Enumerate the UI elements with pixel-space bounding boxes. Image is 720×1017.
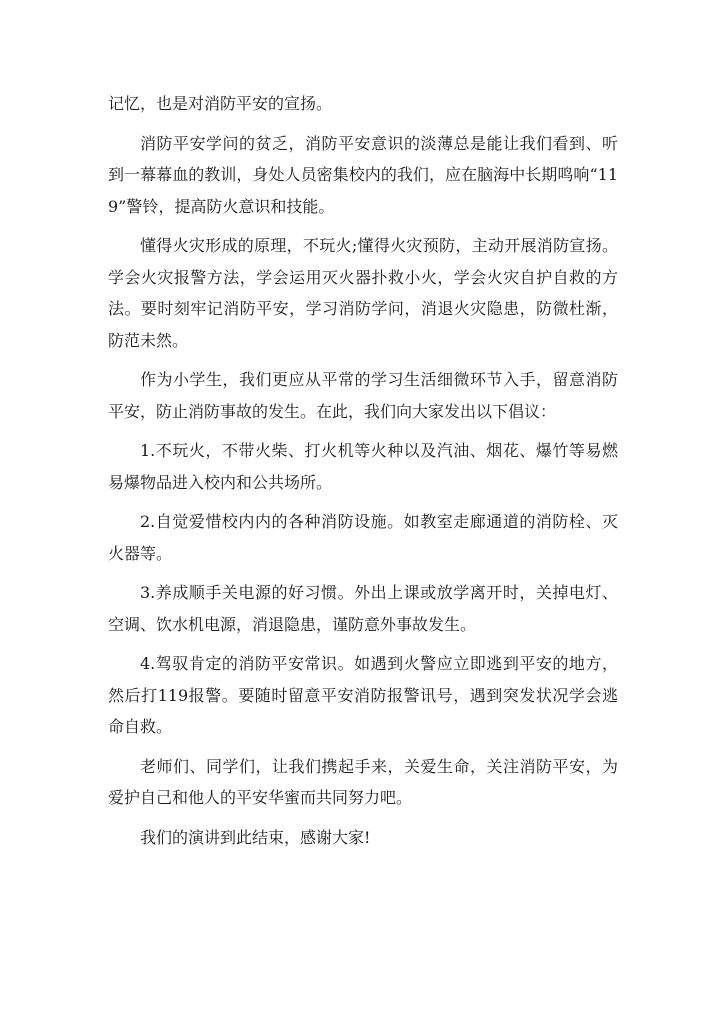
paragraph-closing: 我们的演讲到此结束，感谢大家! bbox=[140, 827, 371, 847]
document-body bbox=[108, 88, 618, 861]
paragraph-item-1: 1.不玩火，不带火柴、打火机等火种以及汽油、烟花、爆竹等易燃易爆物品进入校内和公共场所。 bbox=[108, 441, 618, 492]
paragraph-item-2: 2.自觉爱惜校内内的各种消防设施。如教室走廊通道的消防栓、灭火器等。 bbox=[108, 512, 618, 563]
paragraph-item-4: 4.驾驭肯定的消防平安常识。如遇到火警应立即逃到平安的地方，然后打119报警。要随时留意平安消防报警讯号，遇到突发状况学会逃命自救。 bbox=[108, 654, 618, 736]
paragraph-awareness: 消防平安学问的贫乏，消防平安意识的淡薄总是能让我们看到、听到一幕幕血的教训，身处人员密集校内的我们，应在脑海中长期鸣响“119”警铃，提高防火意识和技能。 bbox=[108, 133, 618, 216]
paragraph-appeal: 老师们、同学们，让我们携起手来，关爱生命，关注消防平安，为爱护自己和他人的平安华蜜而共同努力吧。 bbox=[108, 756, 618, 807]
paragraph-initiative-intro: 作为小学生，我们更应从平常的学习生活细微环节入手，留意消防平安，防止消防事故的发生。在此，我们向大家发出以下倡议： bbox=[108, 370, 618, 421]
paragraph-continuation: 记忆，也是对消防平安的宣扬。 bbox=[108, 94, 333, 113]
paragraph-principles: 懂得火灾形成的原理，不玩火;懂得火灾预防，主动开展消防宣扬。学会火灾报警方法，学会运用灭火器扑救小火，学会火灾自护自救的方法。要时刻牢记消防平安，学习消防学问，消退火灾隐患，防微杜渐，防范未然。 bbox=[108, 236, 618, 350]
paragraph-item-3: 3.养成顺手关电源的好习惯。外出上课或放学离开时，关掉电灯、空调、饮水机电源，消退隐患，谨防意外事故发生。 bbox=[108, 583, 618, 634]
